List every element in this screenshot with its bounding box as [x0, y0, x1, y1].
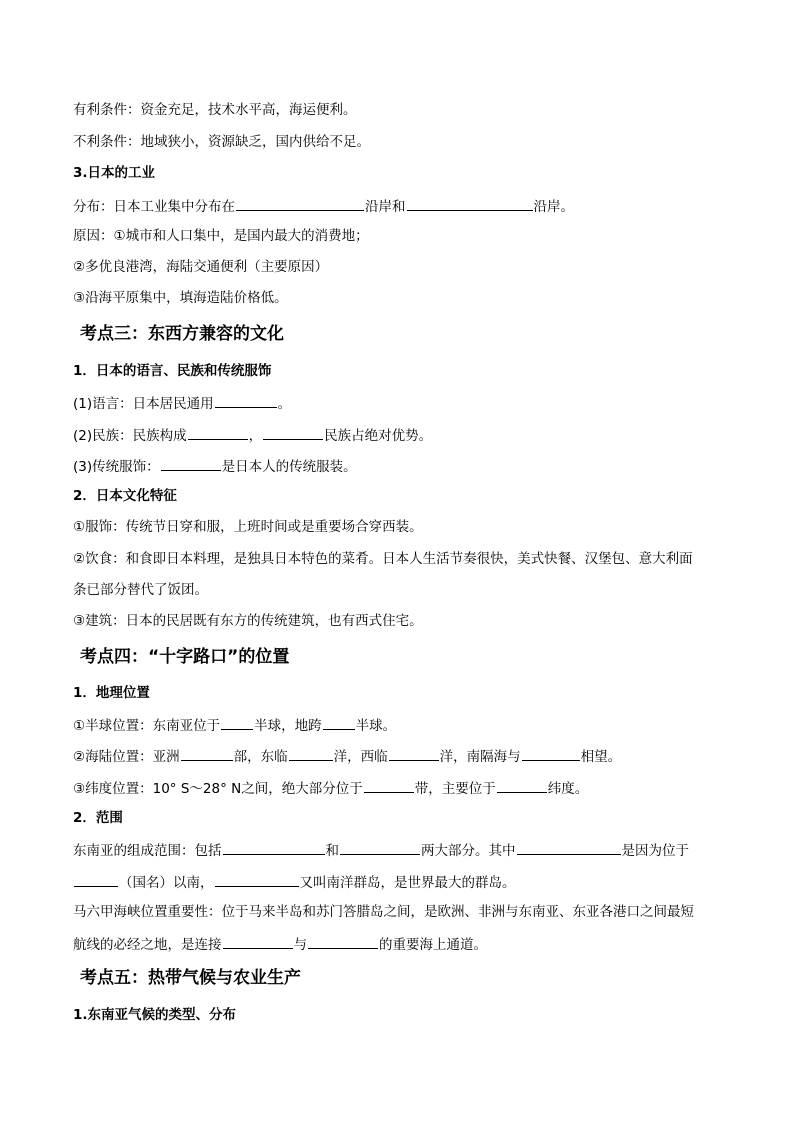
fill-blank[interactable] [215, 872, 299, 887]
fill-blank[interactable] [181, 746, 233, 761]
text: ②海陆位置：亚洲 [73, 749, 180, 765]
text: 是日本人的传统服装。 [221, 459, 357, 475]
text: ， [248, 428, 263, 444]
fill-blank[interactable] [323, 715, 355, 730]
fill-blank[interactable] [74, 872, 118, 887]
fill-blank[interactable] [188, 425, 248, 440]
text: 又叫南洋群岛，是世界最大的群岛。 [299, 875, 516, 891]
text: 半球。 [355, 718, 397, 734]
malacca-line-2 [73, 934, 734, 954]
culture-clothing: ①服饰：传统节日穿和服，上班时间或是重要场合穿西装。 [73, 519, 423, 535]
text: （国名）以南， [119, 875, 214, 891]
hemisphere-line [73, 715, 734, 735]
fill-blank[interactable] [161, 456, 221, 471]
sea-land-line [73, 746, 734, 766]
region-line-2 [73, 872, 734, 892]
fill-blank[interactable] [221, 715, 253, 730]
fill-blank[interactable] [236, 196, 364, 211]
fill-blank[interactable] [215, 393, 277, 408]
section-3-heading: 考点三：东西方兼容的文化 [80, 324, 284, 344]
text: 和 [325, 843, 339, 859]
text: (1)语言：日本居民通用 [73, 396, 214, 412]
section-3-sub-1: 1．日本的语言、民族和传统服饰 [73, 363, 272, 379]
malacca-line-1: 马六甲海峡位置重要性：位于马来半岛和苏门答腊岛之间，是欧洲、非洲与东南亚、东亚各港口之间最短 [73, 904, 694, 920]
fill-blank[interactable] [497, 778, 547, 793]
text: 纬度。 [547, 781, 589, 797]
text: 部，东临 [233, 749, 288, 765]
language-line [73, 393, 734, 413]
fill-blank[interactable] [522, 746, 580, 761]
text: 洋，南隔海与 [439, 749, 521, 765]
japan-industry-disadvantages: 不利条件：地域狭小，资源缺乏，国内供给不足。 [73, 134, 370, 150]
japan-industry-heading: 3.日本的工业 [73, 165, 156, 181]
text: ①半球位置：东南亚位于 [73, 718, 221, 734]
section-4-sub-2: 2．范围 [73, 810, 123, 826]
fill-blank[interactable] [389, 746, 439, 761]
text: 洋，西临 [333, 749, 388, 765]
text: 带，主要位于 [414, 781, 496, 797]
text: 沿岸和 [365, 199, 406, 215]
section-5-sub-1: 1.东南亚气候的类型、分布 [73, 1007, 237, 1023]
section-4-heading: 考点四：“十字路口”的位置 [80, 647, 290, 667]
section-3-sub-2: 2．日本文化特征 [73, 488, 177, 504]
text: 民族占绝对优势。 [324, 428, 433, 444]
culture-food-line-1: ②饮食：和食即日本料理，是独具日本特色的菜肴。日本人生活节奏很快，美式快餐、汉堡包、意大利面 [73, 551, 693, 567]
culture-food-line-2: 条已部分替代了饭团。 [73, 582, 208, 598]
text: 分布：日本工业集中分布在 [73, 199, 235, 215]
text: 是因为位于 [621, 843, 689, 859]
text: 。 [277, 396, 292, 412]
text: 相望。 [580, 749, 622, 765]
fill-blank[interactable] [223, 934, 293, 949]
japan-industry-advantages: 有利条件：资金充足，技术水平高，海运便利。 [73, 102, 357, 118]
section-5-heading: 考点五：热带气候与农业生产 [80, 968, 301, 988]
text: 半球，地跨 [254, 718, 322, 734]
fill-blank[interactable] [263, 425, 323, 440]
fill-blank[interactable] [289, 746, 333, 761]
text: (2)民族：民族构成 [73, 428, 187, 444]
ethnicity-line [73, 425, 734, 445]
fill-blank[interactable] [407, 196, 533, 211]
text: ③纬度位置：10° S～28° N之间，绝大部分位于 [73, 781, 363, 797]
fill-blank[interactable] [223, 840, 325, 855]
fill-blank[interactable] [308, 934, 378, 949]
japan-industry-reason-1: 原因：①城市和人口集中，是国内最大的消费地； [73, 228, 369, 244]
fill-blank[interactable] [340, 840, 420, 855]
text: 东南亚的组成范围：包括 [73, 843, 222, 859]
japan-industry-distribution [73, 196, 734, 216]
text: 沿岸。 [533, 199, 574, 215]
culture-architecture: ③建筑：日本的民居既有东方的传统建筑，也有西式住宅。 [73, 613, 423, 629]
region-line-1 [73, 840, 734, 860]
text: 与 [293, 937, 307, 953]
japan-industry-reason-2: ②多优良港湾，海陆交通便利（主要原因） [73, 259, 329, 275]
fill-blank[interactable] [517, 840, 621, 855]
text: 两大部分。其中 [421, 843, 516, 859]
fill-blank[interactable] [364, 778, 414, 793]
text: (3)传统服饰： [73, 459, 160, 475]
latitude-line [73, 778, 734, 798]
text: 的重要海上通道。 [379, 937, 487, 953]
japan-industry-reason-3: ③沿海平原集中，填海造陆价格低。 [73, 290, 288, 306]
section-4-sub-1: 1．地理位置 [73, 685, 150, 701]
dress-line [73, 456, 734, 476]
text: 航线的必经之地，是连接 [73, 937, 222, 953]
